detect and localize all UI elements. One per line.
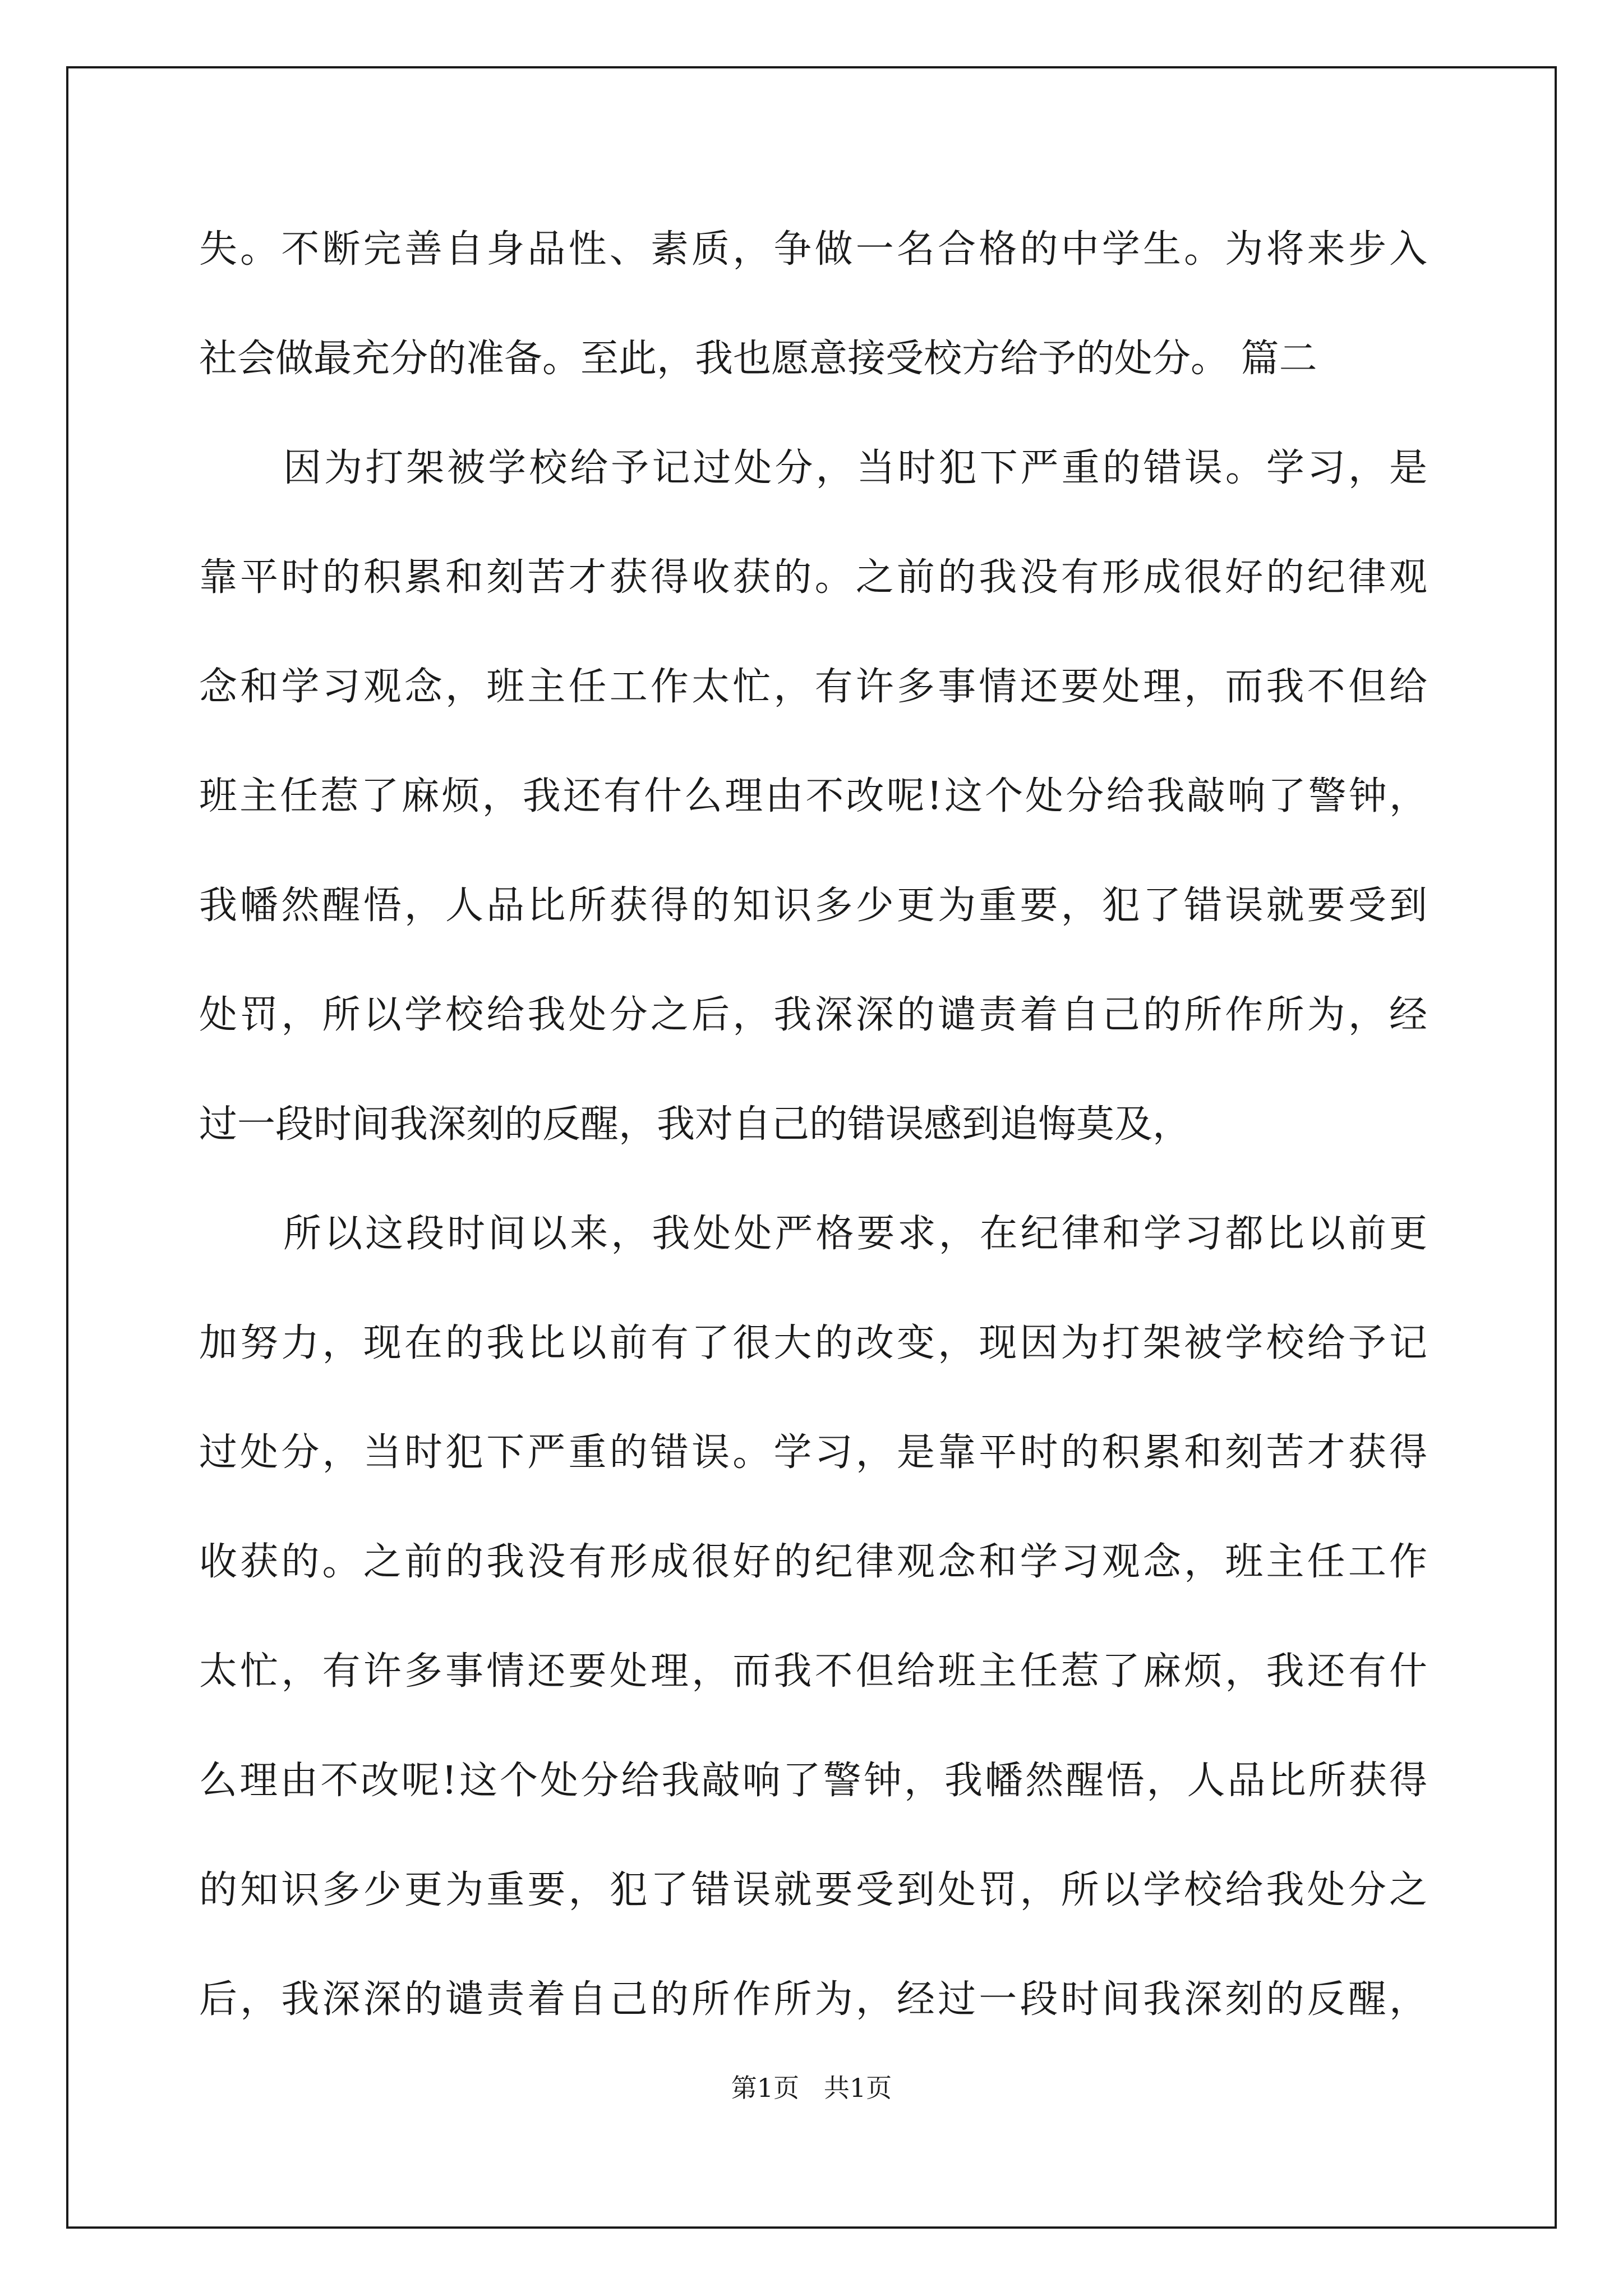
text-line: 加努力，现在的我比以前有了很大的改变，现因为打架被学校给予记 <box>199 1321 1427 1365</box>
text-line: 后，我深深的谴责着自己的所作所为，经过一段时间我深刻的反醒， <box>199 1977 1427 2022</box>
text-line: 的知识多少更为重要，犯了错误就要受到处罚，所以学校给我处分之 <box>199 1868 1427 1912</box>
text-line: 我幡然醒悟，人品比所获得的知识多少更为重要，犯了错误就要受到 <box>199 884 1427 928</box>
text-line: 收获的。之前的我没有形成很好的纪律观念和学习观念，班主任工作 <box>199 1540 1427 1584</box>
text-line: 失。不断完善自身品性、素质，争做一名合格的中学生。为将来步入 <box>199 227 1427 272</box>
text-line: 班主任惹了麻烦，我还有什么理由不改呢!这个处分给我敲响了警钟， <box>199 774 1427 818</box>
text-line: 么理由不改呢!这个处分给我敲响了警钟，我幡然醒悟，人品比所获得 <box>199 1759 1427 1803</box>
text-line: 处罚，所以学校给我处分之后，我深深的谴责着自己的所作所为，经 <box>199 993 1427 1037</box>
text-line: 太忙，有许多事情还要处理，而我不但给班主任惹了麻烦，我还有什 <box>199 1649 1427 1694</box>
text-line: 社会做最充分的准备。至此，我也愿意接受校方给予的处分。 篇二 <box>199 337 1317 381</box>
text-line: 念和学习观念，班主任工作太忙，有许多事情还要处理，而我不但给 <box>199 665 1427 709</box>
text-line: 过处分，当时犯下严重的错误。学习，是靠平时的积累和刻苦才获得 <box>199 1430 1427 1475</box>
text-line: 靠平时的积累和刻苦才获得收获的。之前的我没有形成很好的纪律观 <box>199 555 1427 600</box>
page-number-footer: 第1页 共1页 <box>731 2073 892 2103</box>
text-line: 因为打架被学校给予记过处分，当时犯下严重的错误。学习，是 <box>283 446 1427 490</box>
text-line: 所以这段时间以来，我处处严格要求，在纪律和学习都比以前更 <box>283 1212 1427 1256</box>
text-line: 过一段时间我深刻的反醒，我对自己的错误感到追悔莫及， <box>199 1102 1191 1147</box>
